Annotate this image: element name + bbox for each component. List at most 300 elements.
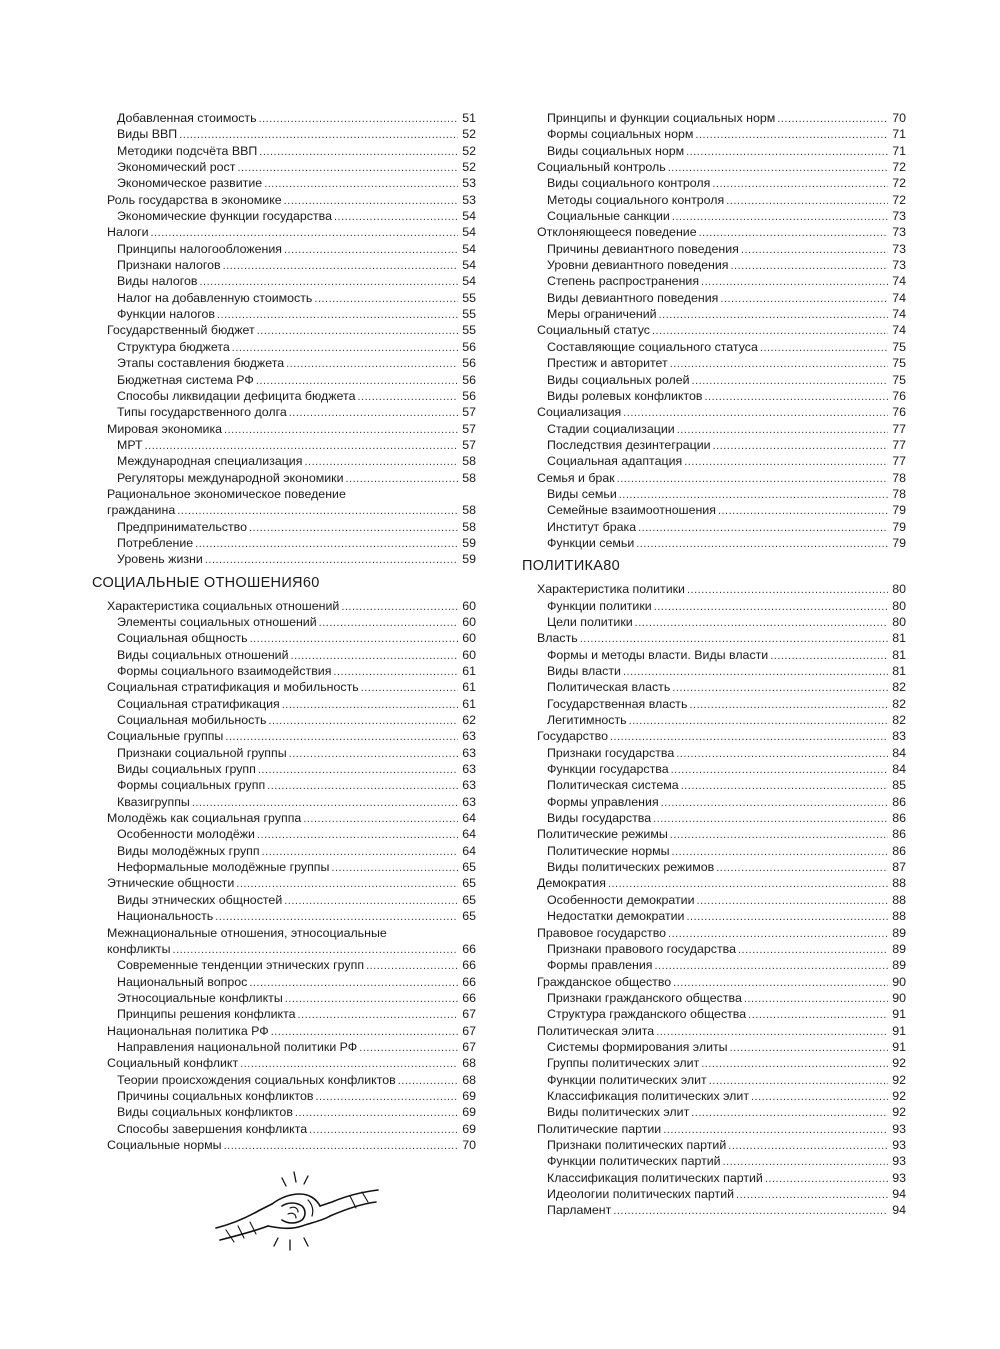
toc-page-number: 91 <box>892 1039 906 1054</box>
dot-leader <box>704 388 888 405</box>
toc-page-number: 60 <box>462 631 476 646</box>
toc-page-number: 63 <box>462 729 476 744</box>
toc-entry[interactable] <box>522 1006 906 1022</box>
toc-entry-title: Виды политических режимов <box>547 860 715 875</box>
toc-entry[interactable] <box>92 470 476 486</box>
toc-entry[interactable] <box>522 1186 906 1202</box>
toc-entry[interactable] <box>92 1055 476 1071</box>
dot-leader <box>731 257 889 274</box>
toc-entry[interactable] <box>92 192 476 208</box>
toc-entry[interactable] <box>522 306 906 322</box>
toc-page-number: 67 <box>462 1039 476 1054</box>
toc-entry-title: Виды ВВП <box>117 127 178 142</box>
toc-entry-title: Структура гражданского общества <box>547 1007 747 1022</box>
toc-entry-title: Классификация политических элит <box>547 1088 749 1103</box>
dot-leader <box>623 663 888 680</box>
toc-page-number: 81 <box>892 647 906 662</box>
toc-entry-title: Международная специализация <box>117 454 303 469</box>
toc-entry[interactable] <box>522 630 906 646</box>
toc-entry-title: Функции государства <box>547 762 669 777</box>
toc-entry-title: Формы правления <box>547 958 653 973</box>
dot-leader <box>257 826 458 843</box>
toc-page-number: 88 <box>892 892 906 907</box>
toc-entry-title: Виды социальных ролей <box>547 372 690 387</box>
dot-leader <box>635 614 888 631</box>
toc-entry[interactable] <box>522 535 906 551</box>
dot-leader <box>256 372 458 389</box>
toc-page-number: 66 <box>462 990 476 1005</box>
toc-page-number: 76 <box>892 405 906 420</box>
dot-leader <box>699 224 888 241</box>
dot-leader <box>670 355 888 372</box>
toc-entry[interactable] <box>92 143 476 159</box>
toc-entry[interactable] <box>522 777 906 793</box>
toc-entry-title: Мировая экономика <box>107 421 223 436</box>
dot-leader <box>249 519 458 536</box>
toc-entry[interactable] <box>522 974 906 990</box>
toc-section-heading[interactable] <box>522 553 906 579</box>
toc-page-number: 55 <box>462 323 476 338</box>
toc-entry[interactable] <box>522 745 906 761</box>
toc-entry-title: Семейные взаимоотношения <box>547 503 716 518</box>
toc-entry-title: Способы завершения конфликта <box>117 1121 308 1136</box>
toc-page-number: 70 <box>892 111 906 125</box>
toc-entry-title: Социальный статус <box>537 323 650 338</box>
toc-entry-title: Функции политики <box>547 598 652 613</box>
dot-leader <box>730 1039 888 1056</box>
toc-entry-title: Виды девиантного поведения <box>547 290 719 305</box>
dot-leader <box>741 241 888 258</box>
toc-entry[interactable] <box>92 502 476 518</box>
toc-entry-title: Признаки налогов <box>117 258 221 273</box>
toc-entry[interactable] <box>92 745 476 761</box>
toc-entry[interactable] <box>92 110 476 126</box>
toc-entry[interactable] <box>92 679 476 695</box>
toc-entry[interactable] <box>522 486 906 502</box>
toc-entry-title: Стадии социализации <box>547 421 675 436</box>
toc-entry[interactable] <box>522 892 906 908</box>
toc-entry[interactable] <box>522 421 906 437</box>
toc-entry-title: Функции семьи <box>547 535 635 550</box>
toc-page-number: 82 <box>892 713 906 728</box>
toc-entry[interactable] <box>92 892 476 908</box>
dot-leader <box>623 404 888 421</box>
toc-entry[interactable] <box>522 1137 906 1153</box>
toc-entry[interactable] <box>522 110 906 126</box>
toc-entry[interactable] <box>522 925 906 941</box>
toc-entry[interactable] <box>92 224 476 240</box>
dot-leader <box>179 126 458 143</box>
toc-entry[interactable] <box>522 388 906 404</box>
toc-entry-title: Идеологии политических партий <box>547 1187 735 1201</box>
toc-entry[interactable] <box>92 875 476 891</box>
toc-entry[interactable] <box>92 126 476 142</box>
toc-entry[interactable] <box>92 630 476 646</box>
toc-entry[interactable] <box>522 241 906 257</box>
toc-entry-title: Гражданское общество <box>537 974 672 989</box>
toc-entry-title: Виды власти <box>547 664 621 678</box>
dot-leader <box>264 175 458 192</box>
toc-entry[interactable] <box>92 159 476 175</box>
toc-page-number: 90 <box>892 990 906 1005</box>
toc-entry-title: Правовое государство <box>537 925 667 940</box>
toc-entry[interactable] <box>92 908 476 924</box>
toc-entry[interactable] <box>92 1121 476 1137</box>
toc-entry[interactable] <box>92 322 476 338</box>
toc-entry-title: конфликты <box>107 941 171 956</box>
toc-entry[interactable] <box>92 519 476 535</box>
dot-leader <box>284 892 458 909</box>
toc-entry[interactable] <box>92 843 476 859</box>
dot-leader <box>726 192 888 209</box>
dot-leader <box>151 224 458 241</box>
toc-entry[interactable] <box>522 126 906 142</box>
toc-entry-title: Виды молодёжных групп <box>117 843 260 858</box>
toc-entry[interactable] <box>522 192 906 208</box>
toc-entry[interactable] <box>92 437 476 453</box>
dot-leader <box>686 908 888 925</box>
toc-entry-title: Предпринимательство <box>117 519 247 534</box>
toc-entry[interactable] <box>92 1039 476 1055</box>
toc-page-number: 74 <box>892 290 906 305</box>
toc-page-number: 58 <box>462 454 476 469</box>
dot-leader <box>687 581 888 598</box>
toc-entry[interactable] <box>522 957 906 973</box>
toc-entry-title: Национальность <box>117 909 214 924</box>
toc-page-number: 84 <box>892 745 906 760</box>
toc-entry[interactable] <box>522 1088 906 1104</box>
toc-entry[interactable] <box>522 679 906 695</box>
toc-entry-line: Рациональное экономическое поведение <box>107 486 346 501</box>
toc-entry[interactable] <box>522 470 906 486</box>
toc-entry[interactable] <box>522 1055 906 1071</box>
toc-page-number: 65 <box>462 876 476 891</box>
dot-leader <box>366 957 458 974</box>
toc-entry-title: Виды семьи <box>547 486 617 501</box>
toc-entry-title: Формы и методы власти. Виды власти <box>547 647 769 662</box>
toc-entry-title: Государственный бюджет <box>107 323 255 338</box>
dot-leader <box>224 421 458 438</box>
toc-entry[interactable] <box>522 404 906 420</box>
dot-leader <box>709 1072 888 1089</box>
toc-entry-title: Функции политических партий <box>547 1154 721 1169</box>
toc-entry[interactable] <box>522 908 906 924</box>
toc-page-number: 55 <box>462 290 476 305</box>
toc-entry[interactable] <box>522 355 906 371</box>
dot-leader <box>225 728 458 745</box>
toc-entry[interactable] <box>522 696 906 712</box>
toc-page-number: 80 <box>892 582 906 597</box>
dot-leader <box>341 598 458 615</box>
toc-entry[interactable] <box>92 257 476 273</box>
toc-entry[interactable] <box>92 208 476 224</box>
toc-entry-title: Принципы налогообложения <box>117 241 282 256</box>
toc-entry[interactable] <box>522 175 906 191</box>
toc-page-number: 54 <box>462 209 476 224</box>
toc-entry[interactable] <box>92 1023 476 1039</box>
toc-entry-title: Характеристика политики <box>537 582 685 597</box>
dot-leader <box>663 1121 888 1138</box>
dot-leader <box>240 1055 458 1072</box>
toc-page-number: 86 <box>892 843 906 858</box>
toc-entry[interactable] <box>522 598 906 614</box>
toc-entry[interactable] <box>92 663 476 679</box>
toc-entry[interactable] <box>522 143 906 159</box>
toc-entry[interactable] <box>522 1153 906 1169</box>
dot-leader <box>192 794 458 811</box>
toc-entry-title: Социальный конфликт <box>107 1056 239 1071</box>
toc-entry[interactable] <box>92 404 476 420</box>
toc-entry[interactable] <box>522 372 906 388</box>
toc-page-number: 80 <box>603 558 621 575</box>
toc-entry[interactable] <box>522 990 906 1006</box>
toc-entry[interactable] <box>522 519 906 535</box>
toc-entry[interactable] <box>92 372 476 388</box>
dot-leader <box>224 1137 458 1154</box>
toc-entry[interactable] <box>522 810 906 826</box>
toc-page-number: 58 <box>462 470 476 485</box>
toc-entry-title: Виды этнических общностей <box>117 892 283 907</box>
toc-entry[interactable] <box>92 712 476 728</box>
toc-entry[interactable] <box>522 663 906 679</box>
dot-leader <box>718 502 888 519</box>
dot-leader <box>777 110 888 127</box>
toc-entry[interactable] <box>92 647 476 663</box>
toc-entry-title: Экономическое развитие <box>117 176 263 191</box>
toc-page-number: 77 <box>892 454 906 469</box>
toc-page-number: 86 <box>892 811 906 826</box>
dot-leader <box>319 614 458 631</box>
toc-entry[interactable] <box>522 1072 906 1088</box>
toc-entry[interactable] <box>522 843 906 859</box>
toc-page-number: 56 <box>462 388 476 403</box>
toc-entry[interactable] <box>522 273 906 289</box>
toc-entry-title: Группы политических элит <box>547 1056 700 1071</box>
dot-leader <box>199 273 458 290</box>
toc-entry[interactable] <box>522 1039 906 1055</box>
toc-page-number: 92 <box>892 1056 906 1071</box>
dot-leader <box>295 1104 458 1121</box>
dot-leader <box>656 1023 888 1040</box>
toc-entry[interactable] <box>522 941 906 957</box>
toc-entry[interactable] <box>522 728 906 744</box>
toc-entry[interactable] <box>92 957 476 973</box>
toc-page-number: 83 <box>892 729 906 744</box>
toc-entry-title: Элементы социальных отношений <box>117 614 317 629</box>
toc-entry[interactable] <box>92 990 476 1006</box>
dot-leader <box>259 110 458 127</box>
toc-entry[interactable] <box>92 306 476 322</box>
toc-entry[interactable] <box>92 551 476 567</box>
toc-section-heading[interactable] <box>92 570 476 596</box>
toc-entry[interactable] <box>92 1104 476 1120</box>
toc-page-number: 86 <box>892 827 906 842</box>
toc-entry-title: Отклоняющееся поведение <box>537 225 697 240</box>
toc-page-number: 69 <box>462 1105 476 1120</box>
toc-entry[interactable] <box>92 794 476 810</box>
toc-entry-title: Особенности демократии <box>547 892 695 907</box>
toc-entry[interactable] <box>92 826 476 842</box>
toc-entry[interactable] <box>92 290 476 306</box>
toc-page-number: 64 <box>462 843 476 858</box>
toc-page-number: 65 <box>462 892 476 907</box>
dot-leader <box>215 908 458 925</box>
toc-entry[interactable] <box>92 696 476 712</box>
toc-entry[interactable] <box>92 535 476 551</box>
toc-entry-title: Государство <box>537 729 608 744</box>
toc-entry[interactable] <box>92 810 476 826</box>
toc-entry[interactable] <box>92 355 476 371</box>
toc-entry[interactable] <box>522 453 906 469</box>
toc-entry[interactable] <box>522 875 906 891</box>
dot-leader <box>269 712 459 729</box>
toc-entry-title: Виды политических элит <box>547 1105 690 1120</box>
toc-entry[interactable] <box>92 859 476 875</box>
toc-entry[interactable] <box>522 859 906 875</box>
toc-entry[interactable] <box>92 1006 476 1022</box>
toc-entry-title: Власть <box>537 631 578 646</box>
dot-leader <box>676 745 888 762</box>
toc-entry[interactable] <box>522 257 906 273</box>
toc-entry[interactable] <box>522 290 906 306</box>
dot-leader <box>334 208 458 225</box>
dot-leader <box>249 974 458 991</box>
dot-leader <box>654 957 888 974</box>
dot-leader <box>701 1055 888 1072</box>
dot-leader <box>654 598 888 615</box>
toc-entry-title: Виды социального контроля <box>547 176 711 191</box>
toc-page-number: 52 <box>462 143 476 158</box>
toc-entry[interactable] <box>92 761 476 777</box>
toc-entry[interactable] <box>522 437 906 453</box>
toc-page-number: 92 <box>892 1072 906 1087</box>
toc-page-number: 74 <box>892 323 906 338</box>
toc-page-number: 63 <box>462 794 476 809</box>
dot-leader <box>217 306 458 323</box>
toc-entry[interactable] <box>92 388 476 404</box>
dot-leader <box>673 974 888 991</box>
dot-leader <box>681 777 888 794</box>
toc-entry[interactable] <box>92 273 476 289</box>
toc-entry[interactable] <box>92 175 476 191</box>
toc-page-number: 60 <box>302 574 320 591</box>
toc-entry-title: Социализация <box>537 405 622 420</box>
toc-entry[interactable] <box>522 502 906 518</box>
toc-entry[interactable] <box>522 761 906 777</box>
toc-page-number: 59 <box>462 552 476 567</box>
toc-page-number: 64 <box>462 811 476 826</box>
dot-leader <box>686 143 888 160</box>
dot-leader <box>333 663 458 680</box>
toc-entry[interactable] <box>522 581 906 597</box>
toc-entry[interactable] <box>92 1088 476 1104</box>
toc-entry[interactable] <box>522 208 906 224</box>
toc-page-number: 84 <box>892 762 906 777</box>
toc-entry[interactable] <box>522 159 906 175</box>
toc-page-number: 85 <box>892 778 906 793</box>
dot-leader <box>250 630 458 647</box>
dot-leader <box>736 1186 888 1203</box>
toc-page-number: 76 <box>892 388 906 403</box>
toc-entry[interactable] <box>522 1170 906 1186</box>
toc-entry[interactable] <box>92 941 476 957</box>
toc-page-number: 65 <box>462 909 476 924</box>
dot-leader <box>259 143 458 160</box>
toc-entry[interactable] <box>522 322 906 338</box>
dot-leader <box>608 875 888 892</box>
toc-entry[interactable] <box>522 339 906 355</box>
toc-entry[interactable] <box>92 421 476 437</box>
toc-entry-title: Национальный вопрос <box>117 974 248 989</box>
toc-page-number: 52 <box>462 127 476 142</box>
toc-page-number: 56 <box>462 372 476 387</box>
toc-entry[interactable] <box>522 826 906 842</box>
toc-entry[interactable] <box>522 1202 906 1218</box>
toc-entry[interactable] <box>522 224 906 240</box>
toc-entry[interactable] <box>522 1121 906 1137</box>
toc-entry-title: Характеристика социальных отношений <box>107 598 340 613</box>
dot-leader <box>304 453 458 470</box>
dot-leader <box>258 761 458 778</box>
dot-leader <box>257 322 458 339</box>
dot-leader <box>697 892 888 909</box>
toc-entry[interactable] <box>92 1137 476 1153</box>
toc-entry[interactable] <box>92 598 476 614</box>
toc-entry[interactable] <box>522 794 906 810</box>
dot-leader <box>173 941 458 958</box>
toc-entry[interactable] <box>92 1072 476 1088</box>
toc-entry-title: Неформальные молодёжные группы <box>117 860 330 875</box>
toc-entry-title: Признаки политических партий <box>547 1137 727 1152</box>
toc-entry-title: Бюджетная система РФ <box>117 372 254 387</box>
toc-page-number: 80 <box>892 598 906 613</box>
toc-entry-title: Структура бюджета <box>117 339 230 354</box>
toc-entry-title: Политическая элита <box>537 1023 655 1038</box>
toc-entry-title: Особенности молодёжи <box>117 827 255 842</box>
dot-leader <box>670 826 888 843</box>
toc-entry-title: Семья и брак <box>537 470 615 485</box>
toc-entry[interactable] <box>522 712 906 728</box>
toc-page-number: 87 <box>892 860 906 875</box>
toc-page-number: 61 <box>462 696 476 711</box>
toc-entry-title: Формы социального взаимодействия <box>117 664 332 678</box>
dot-leader <box>748 1006 888 1023</box>
toc-entry[interactable] <box>92 728 476 744</box>
toc-page-number: 56 <box>462 339 476 354</box>
toc-entry[interactable] <box>522 1104 906 1120</box>
toc-entry[interactable] <box>92 241 476 257</box>
toc-page-number: 54 <box>462 274 476 289</box>
toc-page-number: 63 <box>462 778 476 793</box>
toc-entry[interactable] <box>92 614 476 630</box>
toc-entry-title: Потребление <box>117 535 194 550</box>
toc-entry[interactable] <box>522 1023 906 1039</box>
dot-leader <box>728 1137 888 1154</box>
toc-entry[interactable] <box>92 974 476 990</box>
toc-entry[interactable] <box>92 453 476 469</box>
toc-entry[interactable] <box>92 777 476 793</box>
toc-entry[interactable] <box>522 614 906 630</box>
toc-entry[interactable] <box>92 339 476 355</box>
toc-entry-title: Социальная мобильность <box>117 713 267 728</box>
dot-leader <box>638 519 888 536</box>
dot-leader <box>672 208 888 225</box>
toc-entry-title: Теории происхождения социальных конфликтов <box>117 1072 396 1087</box>
toc-entry[interactable] <box>522 647 906 663</box>
toc-entry-title: Легитимность <box>547 713 627 728</box>
toc-entry-title: Социальные группы <box>107 729 224 744</box>
toc-entry-title: Виды государства <box>547 811 652 826</box>
